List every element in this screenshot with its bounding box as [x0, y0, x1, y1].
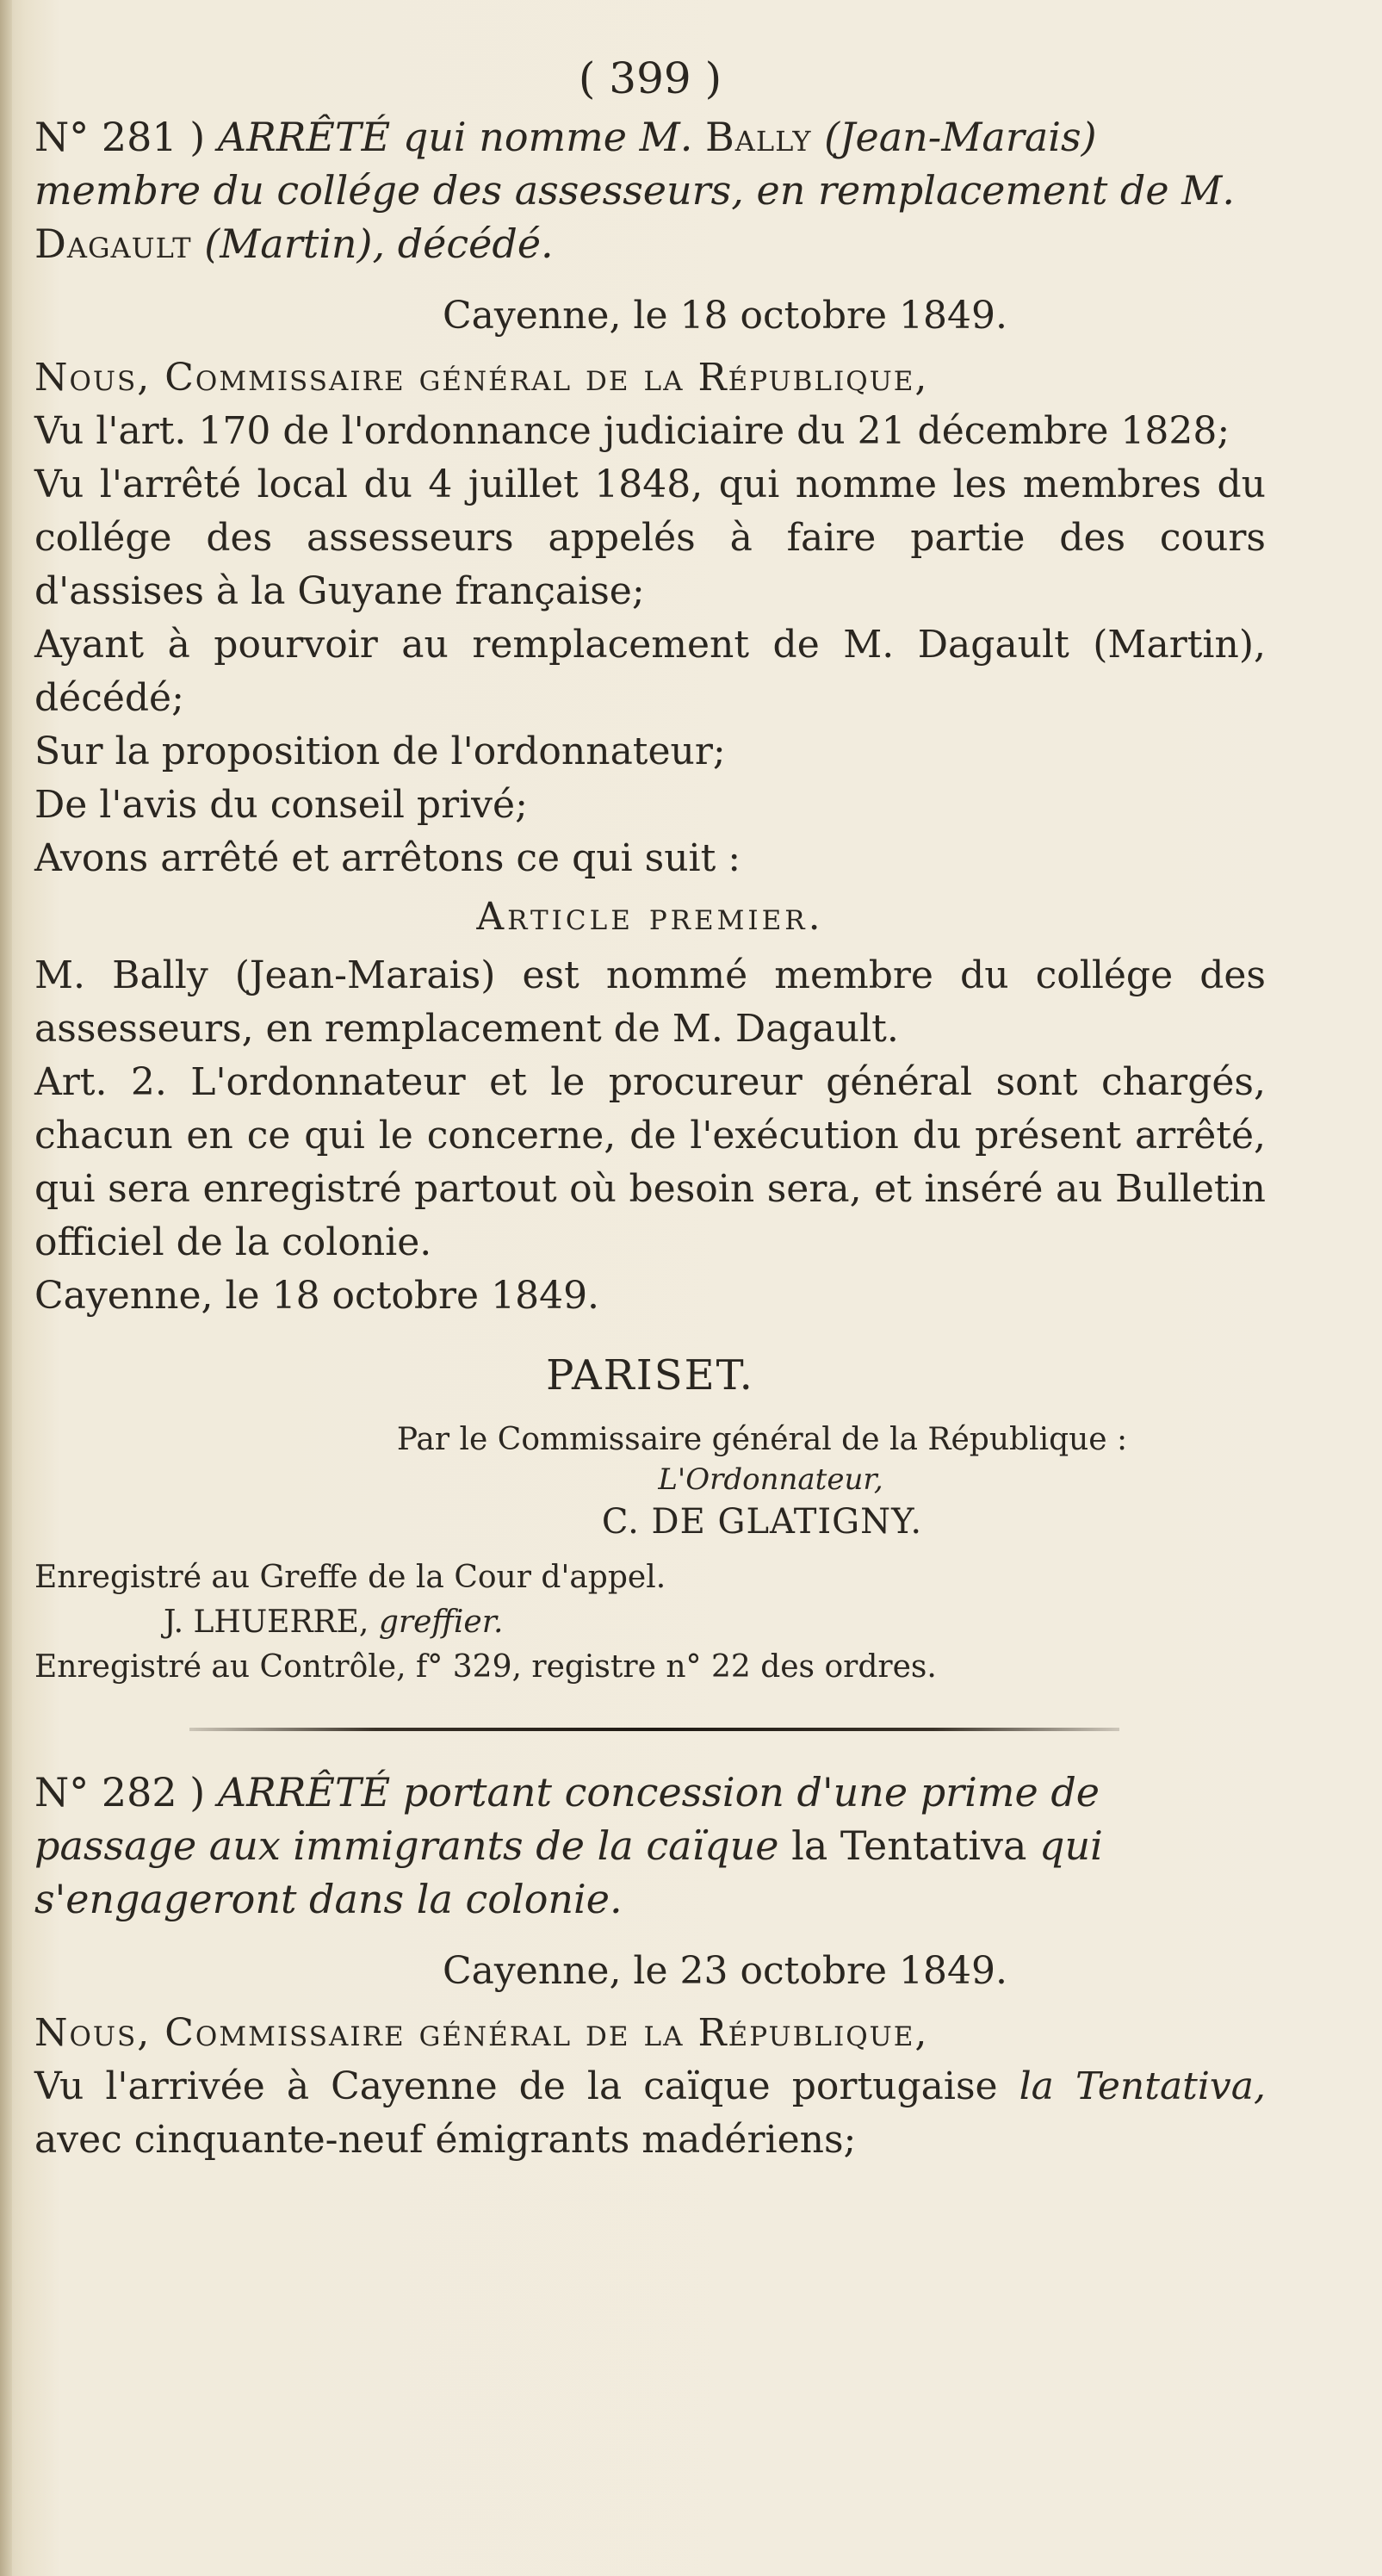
decree-281-line: Sur la proposition de l'ordonnateur;	[34, 729, 726, 773]
article-heading: Article premier.	[476, 895, 824, 939]
decree-282-ship-name: la Tentativa	[791, 1822, 1027, 1869]
decree-281-line: Ayant à pourvoir au remplacement de M. Dagault (Martin), décédé;	[34, 623, 1266, 720]
decree-281-line: Vu l'arrêté local du 4 juillet 1848, qui nomme les membres du collége des assesseurs appelés à faire partie des cours d'assises à la Guyane française;	[34, 462, 1266, 613]
decree-282-number: N° 282 )	[34, 1769, 206, 1816]
decree-281-number: N° 281 )	[34, 114, 206, 160]
decree-281-line: Avons arrêté et arrêtons ce qui suit :	[34, 836, 741, 880]
decree-282-line: Vu l'arrivée à Cayenne de la caïque portugaise la Tentativa, avec cinquante-neuf émigrants madériens;	[34, 2064, 1267, 2162]
page-spine-shadow	[0, 0, 12, 2576]
decree-281-title-name: Bally	[704, 114, 812, 160]
registration-greffier: J. LHUERRE, greffier.	[164, 1605, 504, 1640]
decree-282-intro: Nous, Commissaire général de la République,	[34, 2011, 929, 2055]
decree-281-title-name2: Dagault	[34, 220, 192, 267]
article-2-text: Art. 2. L'ordonnateur et le procureur général sont chargés, chacun en ce qui le concerne, de l'exécution du présent arrêté, qui sera enregistré partout où besoin sera, et inséré au Bulletin officiel de la colonie.	[34, 1060, 1266, 1264]
article-1-text: M. Bally (Jean-Marais) est nommé membre du collége des assesseurs, en remplacement de M. Dagault.	[34, 953, 1266, 1051]
ordonnateur-label: L'Ordonnateur,	[658, 1462, 883, 1497]
signature-glatigny: C. DE GLATIGNY.	[601, 1502, 923, 1542]
registration-greffe-text: Enregistré au Greffe de la Cour d'appel.	[34, 1560, 666, 1595]
par-le-commissaire: Par le Commissaire général de la République :	[396, 1422, 1128, 1457]
registration-greffe	[34, 1555, 1266, 1690]
registration-controle: Enregistré au Contrôle, f° 329, registre n° 22 des ordres.	[34, 1649, 937, 1685]
page-number: ( 399 )	[578, 53, 722, 103]
decree-282-title	[34, 1766, 1266, 1926]
decree-281-title-part: (Martin), décédé.	[204, 220, 554, 267]
decree-281-dateline: Cayenne, le 18 octobre 1849.	[442, 294, 1007, 338]
closing-dateline: Cayenne, le 18 octobre 1849.	[34, 1274, 600, 1318]
signature-pariset: PARISET.	[546, 1351, 754, 1400]
decree-282-dateline: Cayenne, le 23 octobre 1849.	[442, 1949, 1007, 1993]
page-content	[34, 52, 1266, 2167]
section-divider	[189, 1728, 1119, 1731]
decree-281-title	[34, 110, 1266, 270]
decree-282-title-part: qui s'engageront dans la colonie.	[34, 1822, 1103, 1922]
decree-282-title-part: ARRÊTÉ portant concession d'une prime de passage aux immigrants de la caïque	[34, 1769, 1100, 1869]
decree-281-line: De l'avis du conseil privé;	[34, 783, 528, 827]
decree-281-line: Vu l'art. 170 de l'ordonnance judiciaire du 21 décembre 1828;	[34, 409, 1230, 453]
decree-281-intro: Nous, Commissaire général de la République,	[34, 356, 929, 400]
decree-281-title-part: ARRÊTÉ qui nomme M.	[217, 114, 693, 160]
decree-281-title-part: (Jean-Marais) membre du collége des assesseurs, en remplacement de M.	[34, 114, 1235, 214]
